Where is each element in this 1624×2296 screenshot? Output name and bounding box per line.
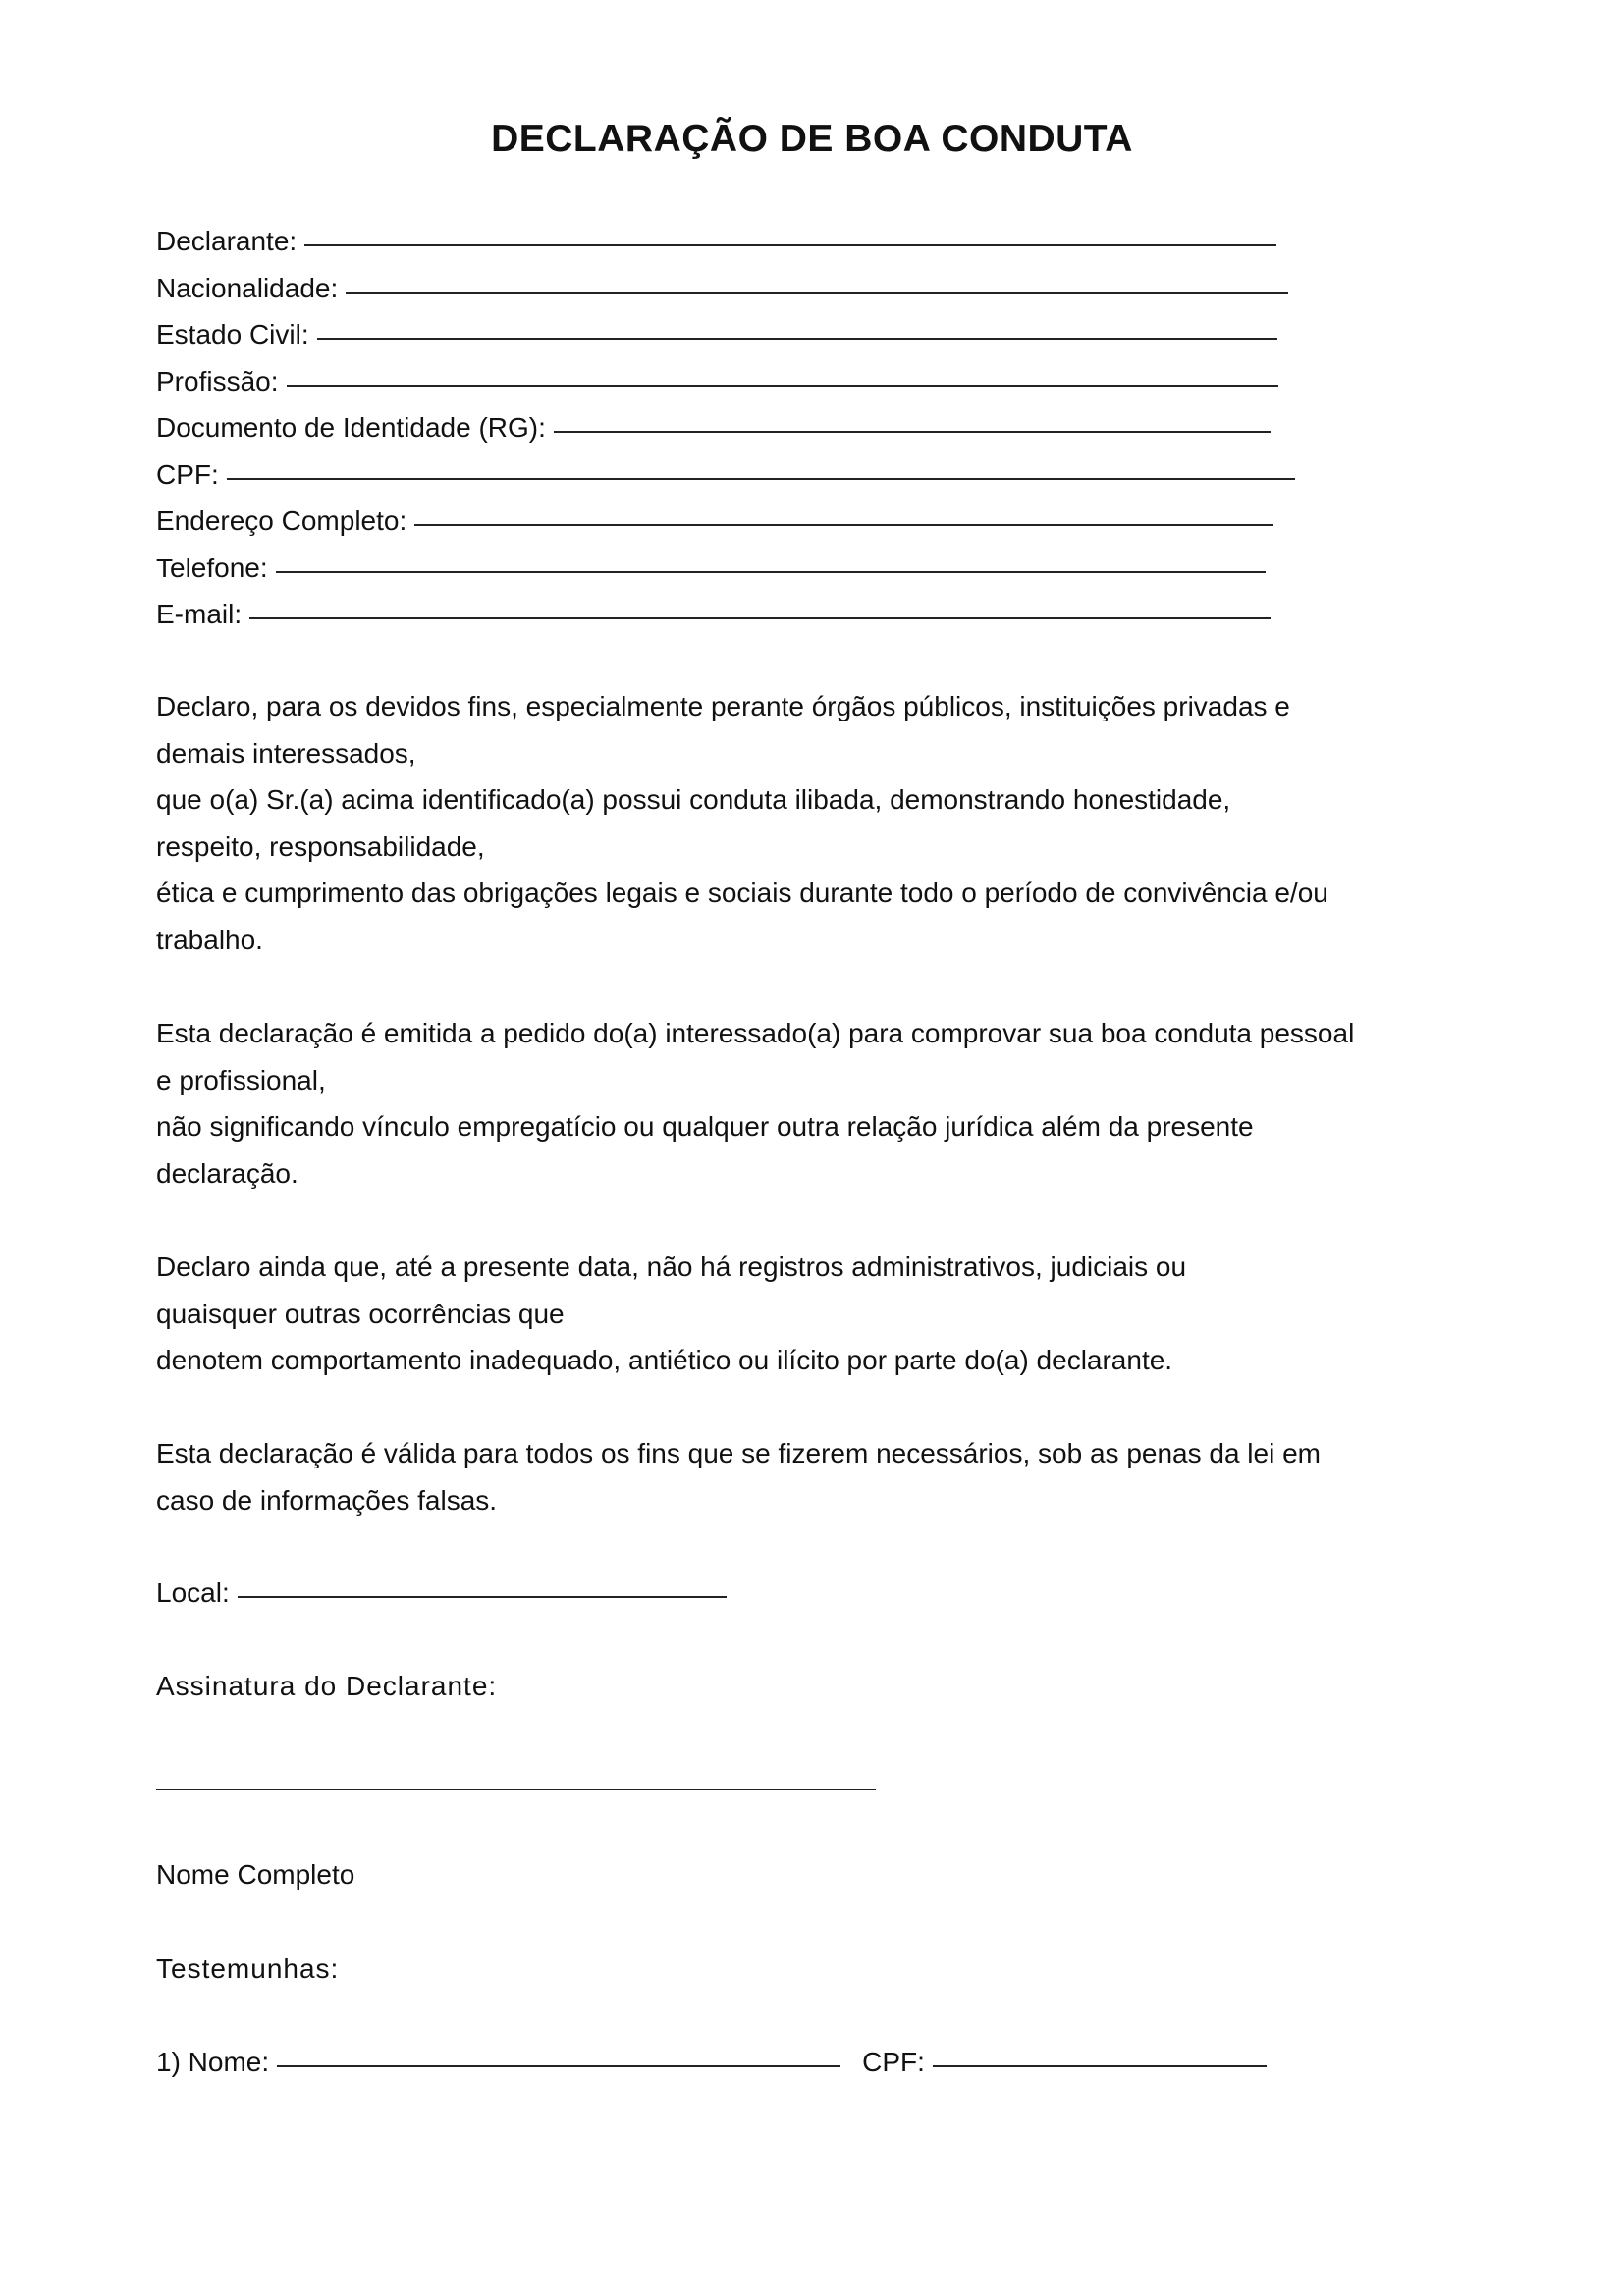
field-nacionalidade — [156, 265, 1295, 312]
paragraph-line: que o(a) Sr.(a) acima identificado(a) possui conduta ilibada, demonstrando honestidade, — [156, 784, 1231, 815]
field-cpf — [156, 452, 1295, 499]
field-declarante — [156, 218, 1295, 265]
field-label: Declarante: — [156, 226, 298, 256]
paragraph-line: Esta declaração é válida para todos os fins que se fizerem necessários, sob as penas da lei em — [156, 1438, 1321, 1468]
field-email — [156, 591, 1295, 638]
local-field — [156, 1577, 727, 1609]
field-profissao — [156, 358, 1295, 405]
paragraph-declaration — [156, 683, 1364, 963]
paragraph-line: ética e cumprimento das obrigações legais e sociais durante todo o período de convivência e/ou — [156, 878, 1328, 908]
signature-label: Assinatura do Declarante: — [156, 1671, 498, 1701]
signature-line[interactable] — [156, 1789, 876, 1790]
paragraph-line: não significando vínculo empregatício ou qualquer outra relação jurídica além da presente — [156, 1111, 1254, 1142]
field-blank-line[interactable] — [554, 431, 1271, 433]
witness-1-cpf-line[interactable] — [933, 2065, 1267, 2067]
identification-fields — [156, 218, 1295, 638]
paragraph-line: demais interessados, — [156, 737, 416, 769]
field-label: Telefone: — [156, 552, 268, 583]
field-rg — [156, 404, 1295, 452]
field-telefone — [156, 545, 1295, 592]
field-estado-civil — [156, 311, 1295, 358]
field-label: Estado Civil: — [156, 319, 309, 349]
paragraph-validity — [156, 1430, 1364, 1523]
witness-1-name-line[interactable] — [277, 2065, 840, 2067]
paragraph-records — [156, 1244, 1364, 1384]
field-blank-line[interactable] — [317, 338, 1277, 340]
document-title: DECLARAÇÃO DE BOA CONDUTA — [491, 118, 1133, 160]
paragraph-line: caso de informações falsas. — [156, 1484, 498, 1516]
witnesses-label: Testemunhas: — [156, 1953, 340, 1984]
witness-1-cpf-label: CPF: — [862, 2047, 925, 2077]
field-label: Profissão: — [156, 365, 279, 397]
field-blank-line[interactable] — [287, 385, 1278, 387]
field-label: Documento de Identidade (RG): — [156, 412, 546, 443]
paragraph-line: declaração. — [156, 1157, 298, 1189]
field-blank-line[interactable] — [346, 292, 1288, 294]
field-blank-line[interactable] — [249, 617, 1271, 619]
local-label: Local: — [156, 1577, 230, 1608]
local-blank-line[interactable] — [238, 1596, 727, 1598]
field-blank-line[interactable] — [276, 571, 1266, 573]
field-blank-line[interactable] — [304, 244, 1276, 246]
field-label: CPF: — [156, 458, 219, 490]
paragraph-line: denotem comportamento inadequado, antiético ou ilícito por parte do(a) declarante. — [156, 1345, 1173, 1375]
witness-1-row — [156, 2047, 1267, 2078]
field-endereco — [156, 498, 1295, 545]
field-label: Nacionalidade: — [156, 272, 339, 303]
paragraph-line: Esta declaração é emitida a pedido do(a) interessado(a) para comprovar sua boa conduta pessoal — [156, 1018, 1355, 1048]
field-blank-line[interactable] — [227, 478, 1295, 480]
paragraph-line: trabalho. — [156, 924, 263, 955]
full-name-label: Nome Completo — [156, 1859, 355, 1890]
field-label: Endereço Completo: — [156, 506, 407, 536]
field-blank-line[interactable] — [414, 524, 1273, 526]
paragraph-line: quaisquer outras ocorrências que — [156, 1298, 565, 1329]
paragraph-line: e profissional, — [156, 1064, 326, 1095]
paragraph-line: respeito, responsabilidade, — [156, 830, 485, 862]
paragraph-line: Declaro, para os devidos fins, especialmente perante órgãos públicos, instituições privadas e — [156, 691, 1290, 721]
field-label: E-mail: — [156, 599, 243, 629]
paragraph-line: Declaro ainda que, até a presente data, não há registros administrativos, judiciais ou — [156, 1252, 1187, 1282]
paragraph-purpose — [156, 1010, 1364, 1197]
witness-1-name-label: 1) Nome: — [156, 2047, 270, 2077]
